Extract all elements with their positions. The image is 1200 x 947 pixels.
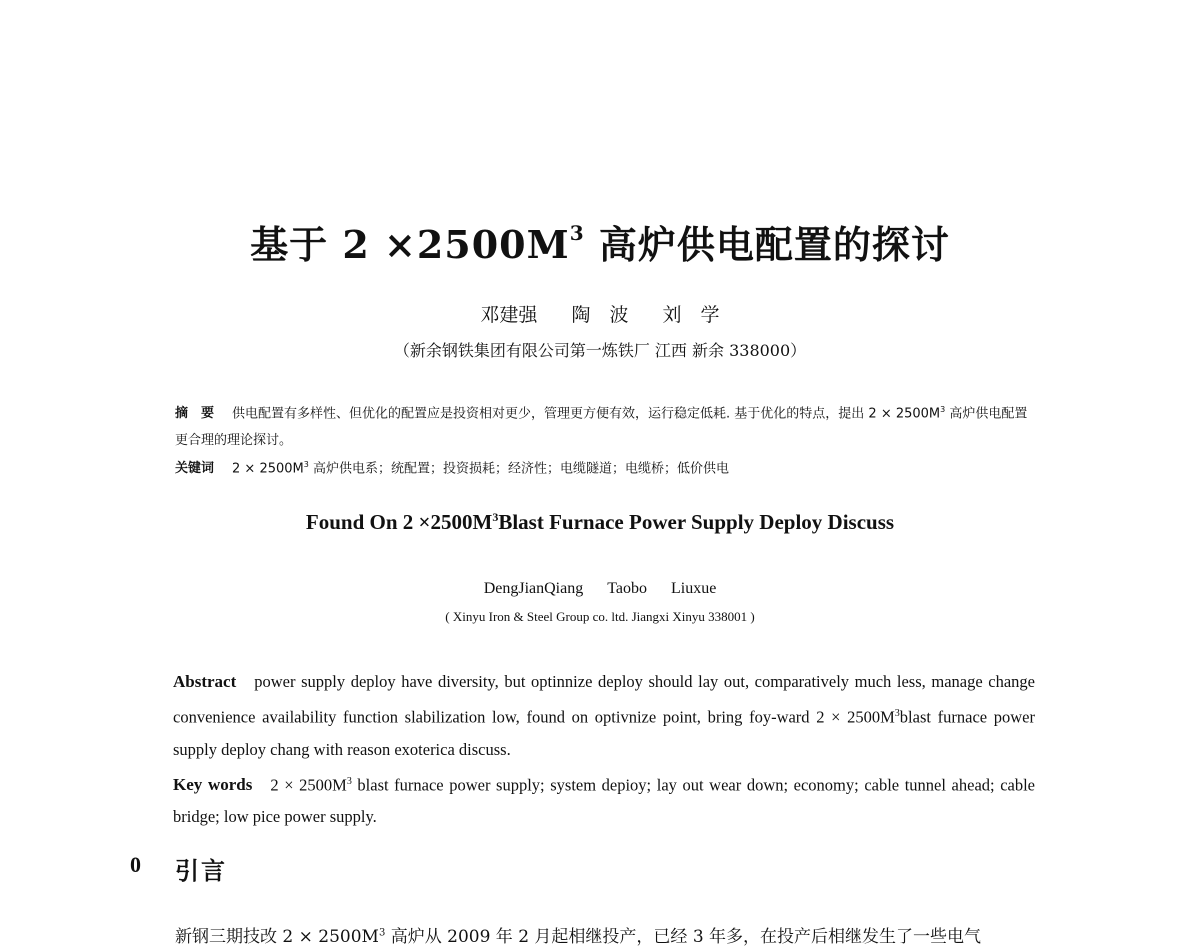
author-cn: 刘 学 (662, 304, 720, 326)
affiliation-chinese: （新余钢铁集团有限公司第一炼铁厂 江西 新余 338000） (393, 341, 807, 360)
authors-chinese (0, 300, 1200, 327)
author-en: Liuxue (670, 580, 717, 597)
keywords-cn-label: 关键词 (175, 461, 215, 477)
keywords-en-superscript: 3 (346, 775, 352, 787)
authors-english (0, 580, 1200, 598)
author-en: Taobo (607, 580, 647, 597)
abstract-en-superscript: 3 (894, 708, 900, 719)
keywords-chinese (175, 454, 1035, 480)
affiliation-english: ( Xinyu Iron & Steel Group co. ltd. Jiangxi Xinyu 338001 ) (445, 609, 755, 624)
body-superscript: 3 (378, 927, 386, 939)
abstract-chinese (175, 396, 1035, 454)
title-en-text: Found On 2 ×2500M (305, 510, 493, 534)
keywords-en-text-end: blast furnace power supply; system depioy; lay out wear down; economy; cable tunnel ahead; cable bridge; low pice power supply. (173, 775, 1035, 826)
abstract-cn-text-end: 高炉供电配置更合理的理论探讨。 (175, 406, 1028, 449)
abstract-english (173, 666, 1035, 833)
title-cn-text: 基于 2 ×2500M (250, 222, 570, 267)
title-en-text-end: Blast Furnace Power Supply Deploy Discuss (498, 510, 895, 534)
section-number: 0 (130, 852, 141, 877)
title-chinese (0, 214, 1200, 269)
abstract-cn-label: 摘 要 (175, 406, 215, 422)
title-cn-superscript: 3 (569, 221, 585, 245)
abstract-en-text-end: blast furnace power supply deploy chang with reason exoterica discuss. (173, 707, 1035, 759)
keywords-cn-superscript: 3 (303, 460, 309, 469)
author-cn: 邓建强 (480, 304, 538, 326)
body-paragraph (175, 922, 1045, 947)
abstract-en-label: Abstract (173, 672, 237, 691)
abstract-cn-superscript: 3 (940, 405, 946, 414)
body-text-end: 高炉从 2009 年 2 月起相继投产，已经 3 年多，在投产后相继发生了一些电气 (385, 927, 982, 947)
abstract-en-text: power supply deploy have diversity, but optinnize deploy should lay out, comparatively much less, manage change convenience availability function slabilization low, found on optivnize point, bring foy-ward 2 × 2500M (173, 672, 1035, 727)
keywords-cn-text: 2 × 2500M (232, 461, 304, 477)
title-en-superscript: 3 (492, 510, 499, 524)
keywords-en-paragraph (173, 766, 1035, 834)
title-english (0, 510, 1200, 535)
keywords-en-text: 2 × 2500M (270, 775, 347, 794)
keywords-en-label: Key words (173, 775, 253, 794)
section-title: 引言 (175, 857, 227, 885)
keywords-cn-text-end: 高炉供电系；统配置；投资损耗；经济性；电缆隧道；电缆桥；低价供电 (308, 461, 729, 477)
title-cn-text-end: 高炉供电配置的探讨 (584, 222, 950, 267)
abstract-cn-text: 供电配置有多样性、但优化的配置应是投资相对更少，管理更方便有效，运行稳定低耗. 基于优化的特点，提出 2 × 2500M (232, 406, 941, 422)
body-text: 新钢三期技改 2 × 2500M (175, 927, 379, 947)
author-en: DengJianQiang (483, 580, 584, 597)
author-cn: 陶 波 (571, 304, 629, 326)
abstract-en-paragraph (173, 666, 1035, 766)
